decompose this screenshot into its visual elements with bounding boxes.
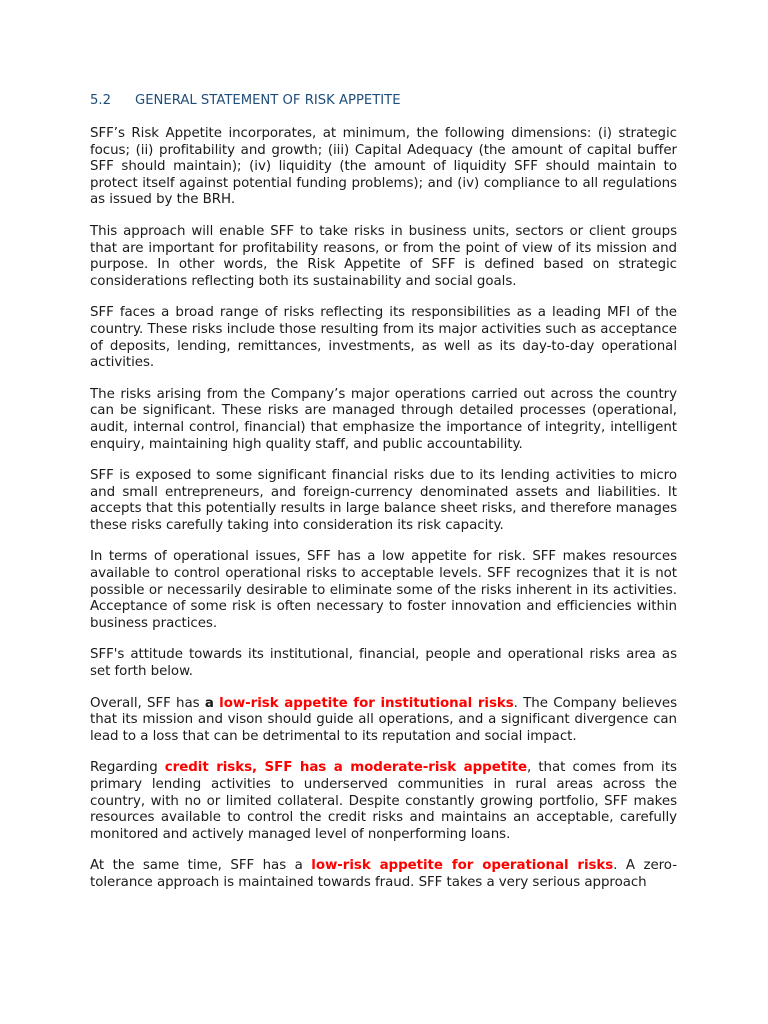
p8-rest: . The Company believes that its mission and vison should guide all operations, and a significant divergence can lead to a loss that can be detrimental to its reputation and social impact. — [90, 695, 678, 744]
p9-lead: Regarding — [90, 760, 165, 776]
credit-risk-highlight: credit risks, SFF has a moderate-risk appetite — [164, 760, 528, 776]
paragraph-operational-issues: In terms of operational issues, SFF has a low appetite for risk. SFF makes resources available to control operational risks to acceptable levels. SFF recognizes that it is not possible or necessarily desirable to eliminate some of the risks inherent in its activities. Acceptance of some risk is often necessary to foster innovation and efficiencies within business practices. — [90, 549, 677, 631]
paragraph-institutional-risks — [90, 696, 677, 746]
paragraph-major-operations: The risks arising from the Company’s major operations carried out across the country can be significant. These risks are managed through detailed processes (operational, audit, internal control, financial) that emphasize the importance of integrity, intelligent enquiry, maintaining high quality staff, and public accountability. — [90, 386, 677, 452]
section-title: GENERAL STATEMENT OF RISK APPETITE — [135, 93, 401, 108]
institutional-risk-highlight: low-risk appetite for institutional risks — [219, 695, 514, 711]
p8-bold: a — [204, 695, 214, 711]
p9-rest: , that comes from its primary lending activities to underserved communities in rural areas across the country, with no or limited collateral. Despite constantly growing portfolio, SFF makes resources available to control the credit risks and maintains an acceptable, carefully monitored and actively managed level of nonperforming loans. — [90, 760, 677, 842]
paragraph-risk-dimensions: SFF’s Risk Appetite incorporates, at minimum, the following dimensions: (i) strategic focus; (ii) profitability and growth; (iii) Capital Adequacy (the amount of capital buffer SFF should maintain); (iv) liquidity (the amount of liquidity SFF should maintain to protect itself against potential funding problems); and (iv) compliance to all regulations as issued by the BRH. — [90, 126, 677, 208]
paragraph-broad-risks: SFF faces a broad range of risks reflecting its responsibilities as a leading MFI of the country. These risks include those resulting from its major activities such as acceptance of deposits, lending, remittances, investments, as well as its day-to-day operational activities. — [90, 305, 677, 371]
paragraph-operational-risks — [90, 858, 677, 891]
section-heading — [90, 93, 677, 109]
section-number: 5.2 — [90, 93, 111, 108]
paragraph-financial-risks: SFF is exposed to some significant financial risks due to its lending activities to micro and small entrepreneurs, and foreign-currency denominated assets and liabilities. It accepts that this potentially results in large balance sheet risks, and therefore manages these risks carefully taking into consideration its risk capacity. — [90, 468, 677, 533]
p8-lead: Overall, SFF has — [90, 695, 205, 711]
document-page — [90, 93, 677, 907]
operational-risk-highlight: low-risk appetite for operational risks — [311, 858, 614, 874]
paragraph-attitude: SFF's attitude towards its institutional, financial, people and operational risks area as set forth below. — [90, 647, 677, 680]
p10-lead: At the same time, SFF has a — [90, 858, 312, 874]
paragraph-approach: This approach will enable SFF to take risks in business units, sectors or client groups that are important for profitability reasons, or from the point of view of its mission and purpose. In other words, the Risk Appetite of SFF is defined based on strategic considerations reflecting both its sustainability and social goals. — [90, 223, 677, 289]
p10-rest: . A zero-tolerance approach is maintained towards fraud. SFF takes a very serious approach — [90, 858, 677, 890]
paragraph-credit-risks — [90, 760, 677, 843]
